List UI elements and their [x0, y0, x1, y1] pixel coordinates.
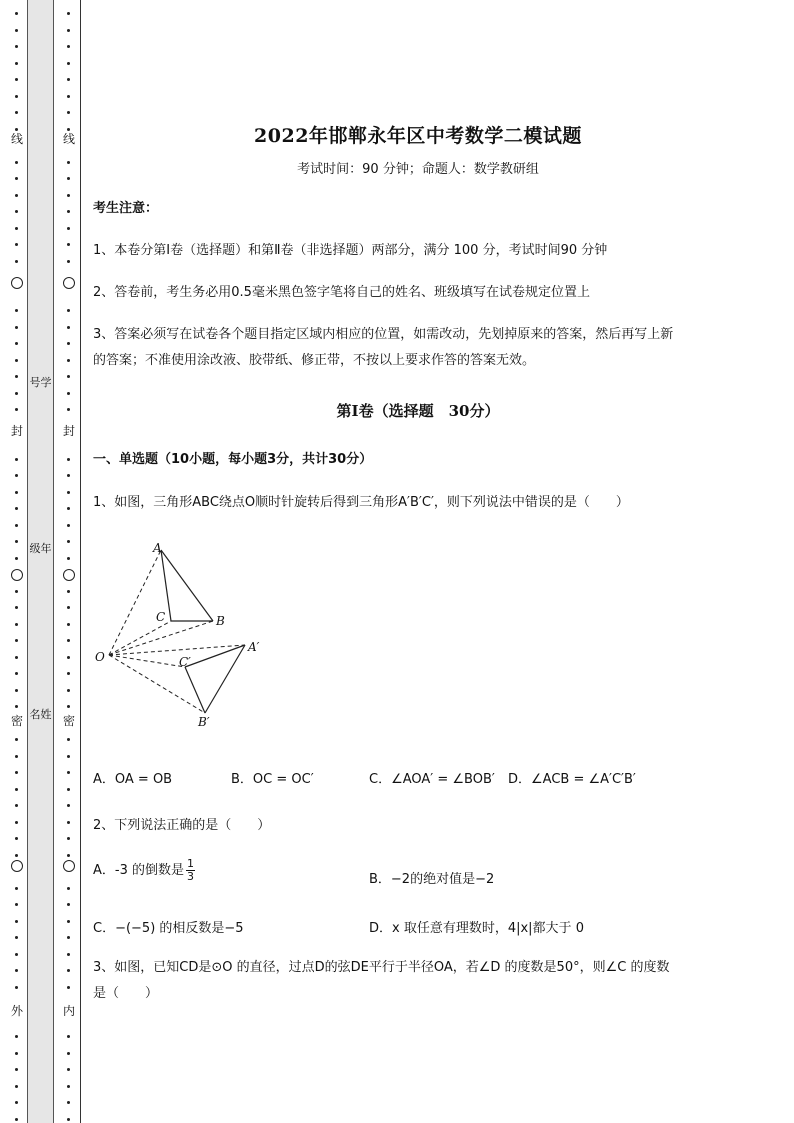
- cut-dot: [15, 491, 18, 494]
- cut-dot: [15, 804, 18, 807]
- cut-dot: [67, 177, 70, 180]
- cut-dot: [67, 1101, 70, 1104]
- rotation-figure: [93, 535, 273, 735]
- part-heading: 一、单选题（10小题，每小题3分，共计30分）: [93, 452, 373, 467]
- label-a: A: [153, 541, 162, 555]
- page-title: 2022年邯郸永年区中考数学二模试题: [254, 125, 582, 147]
- segment-c1b1: [185, 667, 205, 713]
- cut-dot: [15, 111, 18, 114]
- cut-dot: [67, 557, 70, 560]
- cut-dot: [15, 953, 18, 956]
- cut-dot: [67, 738, 70, 741]
- cut-dot: [15, 623, 18, 626]
- outer-cut-line: [10, 0, 24, 1123]
- q2-option-d[interactable]: D．x 取任意有理数时，4|x|都大于 0: [369, 921, 584, 936]
- cut-dot: [15, 936, 18, 939]
- cut-dot: [15, 194, 18, 197]
- cut-dot: [67, 260, 70, 263]
- cut-dot: [67, 62, 70, 65]
- name-field[interactable]: 名姓: [29, 708, 52, 721]
- cut-dot: [15, 227, 18, 230]
- q2-stem: 2、下列说法正确的是（ ）: [93, 818, 271, 833]
- cut-dot: [15, 243, 18, 246]
- cut-dot: [67, 408, 70, 411]
- cut-dot: [15, 557, 18, 560]
- cut-dot: [67, 524, 70, 527]
- class-field[interactable]: 级年: [29, 542, 52, 555]
- cut-circle: [63, 860, 75, 872]
- cut-dot: [15, 656, 18, 659]
- cut-dot: [15, 128, 18, 131]
- inner-cut-line: [62, 0, 76, 1123]
- cut-dot: [67, 590, 70, 593]
- cut-dot: [15, 458, 18, 461]
- page-subtitle: 考试时间：90 分钟；命题人：数学教研组: [297, 162, 539, 177]
- cut-dot: [67, 920, 70, 923]
- cut-dot: [15, 854, 18, 857]
- cut-circle: [11, 569, 23, 581]
- notice-item-3-line2: 的答案；不准使用涂改液、胶带纸、修正带，不按以上要求作答的答案无效。: [93, 353, 536, 368]
- cut-dot: [15, 342, 18, 345]
- cut-dot: [67, 392, 70, 395]
- cut-dot: [15, 161, 18, 164]
- notice-item-2: 2、答卷前，考生务必用0.5毫米黑色签字笔将自己的姓名、班级填写在试卷规定位置上: [93, 285, 590, 300]
- cut-dot: [15, 540, 18, 543]
- cut-dot: [67, 1052, 70, 1055]
- cut-dot: [15, 1085, 18, 1088]
- cut-dot: [15, 837, 18, 840]
- cut-dot: [15, 177, 18, 180]
- cut-dot: [67, 375, 70, 378]
- cut-dot: [15, 887, 18, 890]
- cut-dot: [15, 375, 18, 378]
- cut-dot: [15, 821, 18, 824]
- cut-dot: [67, 309, 70, 312]
- cut-dot: [67, 969, 70, 972]
- cut-mark-nei: 内: [62, 1004, 75, 1018]
- cut-dot: [67, 507, 70, 510]
- cut-dot: [15, 705, 18, 708]
- cut-dot: [67, 821, 70, 824]
- cut-dot: [15, 408, 18, 411]
- cut-dot: [67, 95, 70, 98]
- cut-dot: [15, 903, 18, 906]
- cut-dot: [67, 936, 70, 939]
- cut-dot: [67, 45, 70, 48]
- ray-oc: [109, 621, 171, 655]
- cut-dot: [15, 672, 18, 675]
- label-o: O: [95, 650, 105, 664]
- cut-dot: [15, 771, 18, 774]
- cut-dot: [67, 1118, 70, 1121]
- q2-option-b[interactable]: B．−2的绝对值是−2: [369, 872, 495, 887]
- segment-ab: [161, 550, 213, 621]
- cut-mark-xian: 线: [10, 132, 23, 146]
- cut-dot: [67, 243, 70, 246]
- cut-dot: [15, 309, 18, 312]
- q2-option-a[interactable]: A．-3 的倒数是 $\frac{1}{3}$: [93, 857, 194, 883]
- q3-stem-line2: 是（ ）: [93, 986, 159, 1001]
- cut-dot: [67, 672, 70, 675]
- cut-mark-feng: 封: [10, 424, 23, 438]
- cut-dot: [15, 920, 18, 923]
- cut-dot: [67, 903, 70, 906]
- cut-dot: [67, 953, 70, 956]
- q1-option-b[interactable]: B．OC = OC′: [231, 772, 314, 787]
- cut-dot: [15, 1035, 18, 1038]
- cut-dot: [15, 986, 18, 989]
- cut-dot: [15, 260, 18, 263]
- cut-dot: [15, 474, 18, 477]
- cut-dot: [67, 755, 70, 758]
- cut-dot: [67, 540, 70, 543]
- cut-dot: [15, 45, 18, 48]
- cut-circle: [63, 277, 75, 289]
- cut-dot: [67, 623, 70, 626]
- q1-stem: 1、如图，三角形ABC绕点O顺时针旋转后得到三角形A′B′C′，则下列说法中错误的是（ ）: [93, 495, 629, 510]
- cut-dot: [15, 392, 18, 395]
- cut-dot: [15, 62, 18, 65]
- cut-dot: [15, 210, 18, 213]
- ray-oc1: [109, 655, 185, 667]
- cut-dot: [67, 788, 70, 791]
- cut-dot: [15, 689, 18, 692]
- segment-a1b1: [205, 645, 245, 713]
- notice-item-3-line1: 3、答案必须写在试卷各个题目指定区域内相应的位置，如需改动，先划掉原来的答案，然后再写上新: [93, 327, 674, 342]
- cut-dot: [67, 78, 70, 81]
- binding-line: [80, 0, 81, 1123]
- cut-dot: [15, 606, 18, 609]
- label-c: C: [156, 610, 166, 624]
- label-a-prime: A′: [248, 640, 260, 654]
- cut-dot: [15, 359, 18, 362]
- ray-oa: [109, 550, 161, 655]
- section-title: 第Ⅰ卷（选择题 30分）: [336, 402, 500, 420]
- cut-circle: [63, 569, 75, 581]
- notice-heading: 考生注意：: [93, 201, 159, 216]
- binding-strip: [27, 0, 54, 1123]
- label-c-prime: C′: [179, 655, 191, 669]
- cut-dot: [67, 29, 70, 32]
- cut-dot: [67, 1035, 70, 1038]
- cut-mark-mi: 密: [10, 714, 23, 728]
- label-b-prime: B′: [198, 715, 210, 729]
- fraction: $\frac{1}{3}$: [187, 857, 194, 883]
- q1-option-d[interactable]: D．∠ACB = ∠A′C′B′: [508, 772, 636, 787]
- cut-dot: [67, 359, 70, 362]
- cut-dot: [15, 969, 18, 972]
- cut-dot: [15, 326, 18, 329]
- cut-dot: [67, 326, 70, 329]
- cut-dot: [15, 1068, 18, 1071]
- cut-dot: [67, 887, 70, 890]
- cut-dot: [67, 474, 70, 477]
- cut-dot: [67, 804, 70, 807]
- q2-option-c[interactable]: C．−(−5) 的相反数是−5: [93, 921, 244, 936]
- cut-dot: [15, 788, 18, 791]
- notice-item-1: 1、本卷分第Ⅰ卷（选择题）和第Ⅱ卷（非选择题）两部分，满分 100 分，考试时间90 分钟: [93, 243, 608, 258]
- cut-dot: [67, 111, 70, 114]
- cut-dot: [67, 771, 70, 774]
- cut-dot: [15, 507, 18, 510]
- cut-dot: [15, 738, 18, 741]
- cut-mark-wai: 外: [10, 1004, 23, 1018]
- cut-mark-xian: 线: [62, 132, 75, 146]
- cut-mark-mi: 密: [62, 714, 75, 728]
- cut-dot: [15, 1118, 18, 1121]
- q1-option-a[interactable]: A．OA = OB: [93, 772, 173, 787]
- student-id-field[interactable]: 号学: [29, 376, 52, 389]
- label-b: B: [216, 614, 225, 628]
- cut-dot: [67, 639, 70, 642]
- cut-dot: [15, 755, 18, 758]
- ray-oa1: [109, 645, 245, 655]
- q3-stem-line1: 3、如图，已知CD是⊙O 的直径，过点D的弦DE平行于半径OA，若∠D 的度数是50°，则∠C 的度数: [93, 960, 670, 975]
- cut-dot: [67, 837, 70, 840]
- cut-dot: [67, 606, 70, 609]
- cut-dot: [67, 128, 70, 131]
- cut-dot: [67, 227, 70, 230]
- cut-dot: [67, 458, 70, 461]
- cut-dot: [15, 590, 18, 593]
- cut-dot: [67, 161, 70, 164]
- cut-dot: [67, 194, 70, 197]
- cut-dot: [67, 491, 70, 494]
- cut-dot: [67, 986, 70, 989]
- cut-circle: [11, 860, 23, 872]
- cut-dot: [15, 95, 18, 98]
- cut-dot: [67, 1085, 70, 1088]
- cut-dot: [67, 689, 70, 692]
- cut-dot: [67, 342, 70, 345]
- cut-dot: [67, 1068, 70, 1071]
- q1-option-c[interactable]: C．∠AOA′ = ∠BOB′: [369, 772, 495, 787]
- cut-dot: [67, 705, 70, 708]
- cut-dot: [15, 78, 18, 81]
- cut-dot: [15, 639, 18, 642]
- cut-dot: [15, 524, 18, 527]
- cut-dot: [67, 656, 70, 659]
- cut-dot: [15, 1101, 18, 1104]
- cut-dot: [15, 29, 18, 32]
- cut-dot: [67, 12, 70, 15]
- cut-dot: [15, 12, 18, 15]
- cut-circle: [11, 277, 23, 289]
- cut-dot: [67, 210, 70, 213]
- cut-dot: [67, 854, 70, 857]
- cut-dot: [15, 1052, 18, 1055]
- cut-mark-feng: 封: [62, 424, 75, 438]
